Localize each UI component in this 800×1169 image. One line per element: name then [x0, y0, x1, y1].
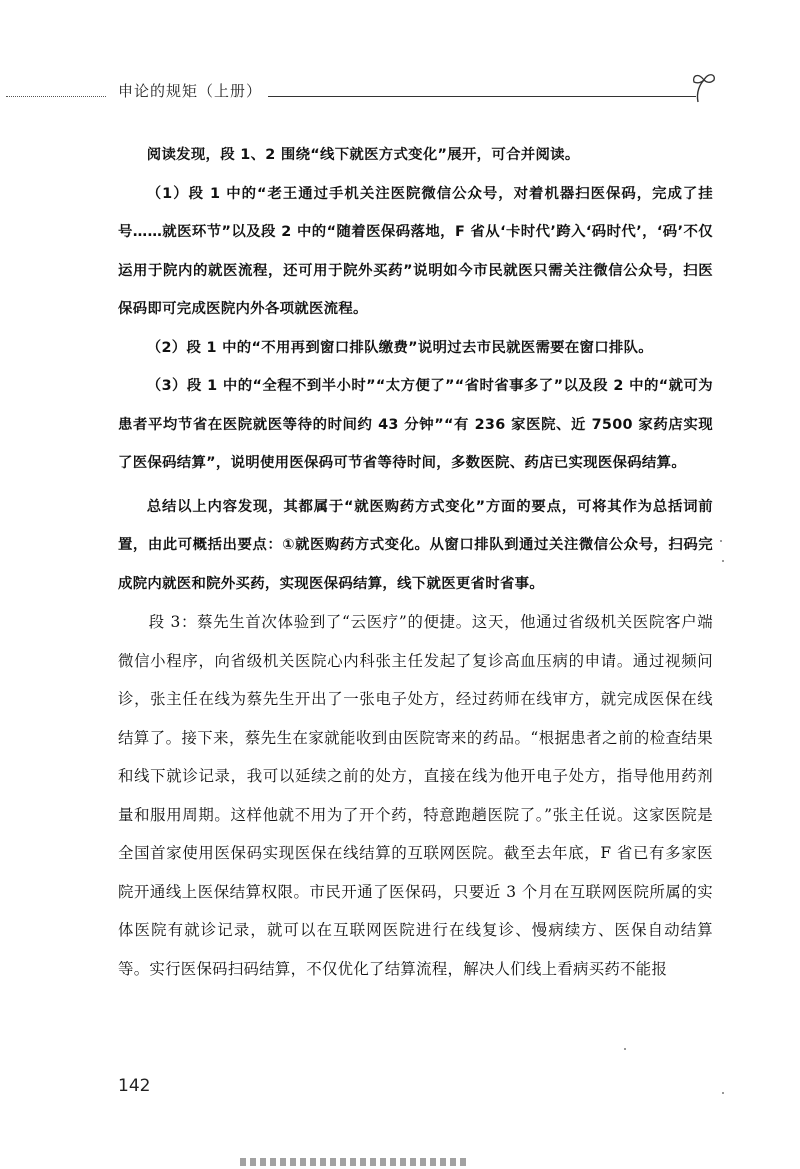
header-rule — [268, 96, 696, 97]
running-header — [0, 76, 800, 106]
paragraph: 阅读发现，段 1、2 围绕“线下就医方式变化”展开，可合并阅读。 — [146, 147, 580, 163]
paragraph: （1）段 1 中的“老王通过手机关注医院微信公众号，对着机器扫医保码，完成了挂号……就医环节”以及段 2 中的“随着医保码落地，F 省从‘卡时代’跨入‘码时代’，‘码’不仅运用于院内的就医流程，还可用于院外买药”说明如今市民就医只需关注微信公众号，扫医保码即可完成医院内外各项就医流程。 — [118, 185, 713, 317]
page-body — [118, 136, 713, 988]
paragraph-source-text: 段 3：蔡先生首次体验到了“云医疗”的便捷。这天，他通过省级机关医院客户端微信小程序，向省级机关医院心内科张主任发起了复诊高血压病的申请。通过视频问诊，张主任在线为蔡先生开出了一张电子处方，经过药师在线审方，就完成医保在线结算了。接下来，蔡先生在家就能收到由医院寄来的药品。“根据患者之前的检查结果和线下就诊记录，我可以延续之前的处方，直接在线为他开电子处方，指导他用药剂量和服用周期。这样他就不用为了开个药，特意跑趟医院了。”张主任说。这家医院是全国首家使用医保码实现医保在线结算的互联网医院。截至去年底，F 省已有多家医院开通线上医保结算权限。市民开通了医保码，只要近 3 个月在互联网医院所属的实体医院有就诊记录，就可以在互联网医院进行在线复诊、慢病续方、医保自动结算等。实行医保码扫码结算，不仅优化了结算流程，解决人们线上看病买药不能报 — [118, 613, 713, 978]
scan-speck — [722, 1092, 724, 1094]
header-title: 申论的规矩（上册） — [118, 82, 263, 100]
scan-speck — [722, 560, 724, 562]
paragraph: （2）段 1 中的“不用再到窗口排队缴费”说明过去市民就医需要在窗口排队。 — [146, 339, 653, 356]
sprout-icon — [690, 70, 718, 104]
page-number: 142 — [118, 1076, 151, 1096]
scan-speck — [720, 540, 722, 542]
paragraph: （3）段 1 中的“全程不到半小时”“太方便了”“省时省事多了”以及段 2 中的“就可为患者平均节省在医院就医等待的时间约 43 分钟”“有 236 家医院、近 7500 家药店实现了医保码结算”，说明使用医保码可节省等待时间，多数医院、药店已实现医保码结算。 — [118, 378, 713, 471]
header-dotted-rule — [6, 96, 106, 97]
scan-speck — [624, 1048, 626, 1050]
scan-artifact — [240, 1158, 470, 1166]
paragraph: 总结以上内容发现，其都属于“就医购药方式变化”方面的要点，可将其作为总括词前置，由此可概括出要点：①就医购药方式变化。从窗口排队到通过关注微信公众号，扫码完成院内就医和院外买药，实现医保码结算，线下就医更省时省事。 — [118, 498, 713, 592]
